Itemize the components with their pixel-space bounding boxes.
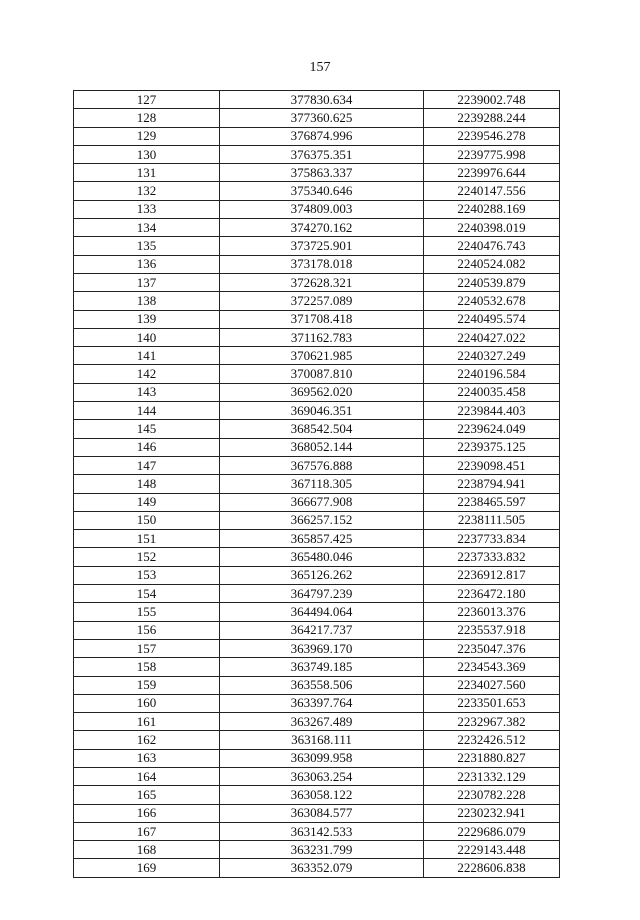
point-number-cell: 148 [74,475,220,493]
x-coordinate-cell: 374809.003 [220,200,424,218]
y-coordinate-cell: 2240495.574 [424,310,560,328]
x-coordinate-cell: 363084.577 [220,804,424,822]
x-coordinate-cell: 371162.783 [220,328,424,346]
point-number-cell: 140 [74,328,220,346]
x-coordinate-cell: 376375.351 [220,145,424,163]
table-row [74,109,560,127]
x-coordinate-cell: 372257.089 [220,292,424,310]
point-number-cell: 147 [74,456,220,474]
table-row [74,841,560,859]
x-coordinate-cell: 375863.337 [220,164,424,182]
y-coordinate-cell: 2236013.376 [424,603,560,621]
table-row [74,456,560,474]
point-number-cell: 160 [74,694,220,712]
y-coordinate-cell: 2240196.584 [424,365,560,383]
table-row [74,603,560,621]
x-coordinate-cell: 363142.533 [220,822,424,840]
point-number-cell: 127 [74,91,220,109]
point-number-cell: 145 [74,420,220,438]
y-coordinate-cell: 2239976.644 [424,164,560,182]
x-coordinate-cell: 363397.764 [220,694,424,712]
y-coordinate-cell: 2240398.019 [424,219,560,237]
x-coordinate-cell: 370621.985 [220,347,424,365]
table-row [74,255,560,273]
point-number-cell: 159 [74,676,220,694]
table-row [74,383,560,401]
y-coordinate-cell: 2236472.180 [424,585,560,603]
x-coordinate-cell: 363058.122 [220,786,424,804]
y-coordinate-cell: 2240288.169 [424,200,560,218]
table-row [74,475,560,493]
y-coordinate-cell: 2229143.448 [424,841,560,859]
table-row [74,182,560,200]
point-number-cell: 152 [74,548,220,566]
point-number-cell: 167 [74,822,220,840]
table-row [74,164,560,182]
table-row [74,566,560,584]
table-row [74,804,560,822]
x-coordinate-cell: 365480.046 [220,548,424,566]
table-row [74,127,560,145]
table-row [74,145,560,163]
x-coordinate-cell: 364494.064 [220,603,424,621]
x-coordinate-cell: 363267.489 [220,713,424,731]
point-number-cell: 154 [74,585,220,603]
x-coordinate-cell: 372628.321 [220,273,424,291]
x-coordinate-cell: 371708.418 [220,310,424,328]
x-coordinate-cell: 363063.254 [220,767,424,785]
coordinates-table-body [74,91,560,878]
table-row [74,493,560,511]
y-coordinate-cell: 2240539.879 [424,273,560,291]
table-row [74,749,560,767]
point-number-cell: 165 [74,786,220,804]
x-coordinate-cell: 364217.737 [220,621,424,639]
table-row [74,621,560,639]
x-coordinate-cell: 370087.810 [220,365,424,383]
table-row [74,585,560,603]
point-number-cell: 166 [74,804,220,822]
y-coordinate-cell: 2231332.129 [424,767,560,785]
x-coordinate-cell: 367576.888 [220,456,424,474]
y-coordinate-cell: 2240476.743 [424,237,560,255]
x-coordinate-cell: 377360.625 [220,109,424,127]
x-coordinate-cell: 363099.958 [220,749,424,767]
point-number-cell: 136 [74,255,220,273]
table-row [74,91,560,109]
point-number-cell: 138 [74,292,220,310]
y-coordinate-cell: 2239375.125 [424,438,560,456]
table-row [74,328,560,346]
y-coordinate-cell: 2237333.832 [424,548,560,566]
table-row [74,822,560,840]
y-coordinate-cell: 2235537.918 [424,621,560,639]
y-coordinate-cell: 2239098.451 [424,456,560,474]
point-number-cell: 131 [74,164,220,182]
table-row [74,713,560,731]
x-coordinate-cell: 376874.996 [220,127,424,145]
table-row [74,767,560,785]
y-coordinate-cell: 2235047.376 [424,639,560,657]
table-row [74,511,560,529]
y-coordinate-cell: 2230782.228 [424,786,560,804]
y-coordinate-cell: 2239624.049 [424,420,560,438]
point-number-cell: 163 [74,749,220,767]
y-coordinate-cell: 2237733.834 [424,530,560,548]
y-coordinate-cell: 2238794.941 [424,475,560,493]
x-coordinate-cell: 368542.504 [220,420,424,438]
x-coordinate-cell: 365126.262 [220,566,424,584]
x-coordinate-cell: 363749.185 [220,658,424,676]
x-coordinate-cell: 363352.079 [220,859,424,877]
point-number-cell: 146 [74,438,220,456]
y-coordinate-cell: 2240427.022 [424,328,560,346]
point-number-cell: 149 [74,493,220,511]
point-number-cell: 161 [74,713,220,731]
point-number-cell: 132 [74,182,220,200]
y-coordinate-cell: 2234543.369 [424,658,560,676]
y-coordinate-cell: 2239775.998 [424,145,560,163]
x-coordinate-cell: 366257.152 [220,511,424,529]
y-coordinate-cell: 2236912.817 [424,566,560,584]
point-number-cell: 133 [74,200,220,218]
x-coordinate-cell: 363558.506 [220,676,424,694]
y-coordinate-cell: 2239546.278 [424,127,560,145]
table-row [74,365,560,383]
x-coordinate-cell: 363168.111 [220,731,424,749]
y-coordinate-cell: 2232426.512 [424,731,560,749]
point-number-cell: 157 [74,639,220,657]
y-coordinate-cell: 2232967.382 [424,713,560,731]
y-coordinate-cell: 2239844.403 [424,402,560,420]
point-number-cell: 142 [74,365,220,383]
y-coordinate-cell: 2240327.249 [424,347,560,365]
point-number-cell: 135 [74,237,220,255]
y-coordinate-cell: 2230232.941 [424,804,560,822]
y-coordinate-cell: 2240524.082 [424,255,560,273]
y-coordinate-cell: 2238465.597 [424,493,560,511]
table-row [74,402,560,420]
point-number-cell: 137 [74,273,220,291]
point-number-cell: 156 [74,621,220,639]
y-coordinate-cell: 2239002.748 [424,91,560,109]
point-number-cell: 141 [74,347,220,365]
x-coordinate-cell: 364797.239 [220,585,424,603]
point-number-cell: 144 [74,402,220,420]
table-row [74,200,560,218]
y-coordinate-cell: 2231880.827 [424,749,560,767]
table-row [74,859,560,877]
x-coordinate-cell: 369046.351 [220,402,424,420]
y-coordinate-cell: 2240532.678 [424,292,560,310]
table-row [74,347,560,365]
point-number-cell: 139 [74,310,220,328]
page-number: 157 [309,60,331,75]
x-coordinate-cell: 374270.162 [220,219,424,237]
x-coordinate-cell: 363231.799 [220,841,424,859]
table-row [74,639,560,657]
x-coordinate-cell: 368052.144 [220,438,424,456]
table-row [74,658,560,676]
y-coordinate-cell: 2239288.244 [424,109,560,127]
point-number-cell: 128 [74,109,220,127]
table-row [74,420,560,438]
x-coordinate-cell: 367118.305 [220,475,424,493]
y-coordinate-cell: 2238111.505 [424,511,560,529]
table-row [74,530,560,548]
x-coordinate-cell: 373725.901 [220,237,424,255]
table-row [74,237,560,255]
table-row [74,273,560,291]
table-row [74,219,560,237]
point-number-cell: 153 [74,566,220,584]
table-row [74,786,560,804]
table-row [74,310,560,328]
x-coordinate-cell: 377830.634 [220,91,424,109]
x-coordinate-cell: 365857.425 [220,530,424,548]
y-coordinate-cell: 2240147.556 [424,182,560,200]
point-number-cell: 155 [74,603,220,621]
y-coordinate-cell: 2233501.653 [424,694,560,712]
point-number-cell: 168 [74,841,220,859]
table-row [74,438,560,456]
x-coordinate-cell: 373178.018 [220,255,424,273]
y-coordinate-cell: 2228606.838 [424,859,560,877]
x-coordinate-cell: 369562.020 [220,383,424,401]
y-coordinate-cell: 2234027.560 [424,676,560,694]
point-number-cell: 169 [74,859,220,877]
point-number-cell: 150 [74,511,220,529]
x-coordinate-cell: 375340.646 [220,182,424,200]
table-row [74,548,560,566]
point-number-cell: 164 [74,767,220,785]
point-number-cell: 129 [74,127,220,145]
y-coordinate-cell: 2240035.458 [424,383,560,401]
x-coordinate-cell: 366677.908 [220,493,424,511]
point-number-cell: 134 [74,219,220,237]
x-coordinate-cell: 363969.170 [220,639,424,657]
point-number-cell: 143 [74,383,220,401]
point-number-cell: 151 [74,530,220,548]
coordinates-table [73,90,560,878]
point-number-cell: 130 [74,145,220,163]
table-row [74,694,560,712]
table-row [74,731,560,749]
table-row [74,676,560,694]
point-number-cell: 158 [74,658,220,676]
point-number-cell: 162 [74,731,220,749]
table-row [74,292,560,310]
y-coordinate-cell: 2229686.079 [424,822,560,840]
